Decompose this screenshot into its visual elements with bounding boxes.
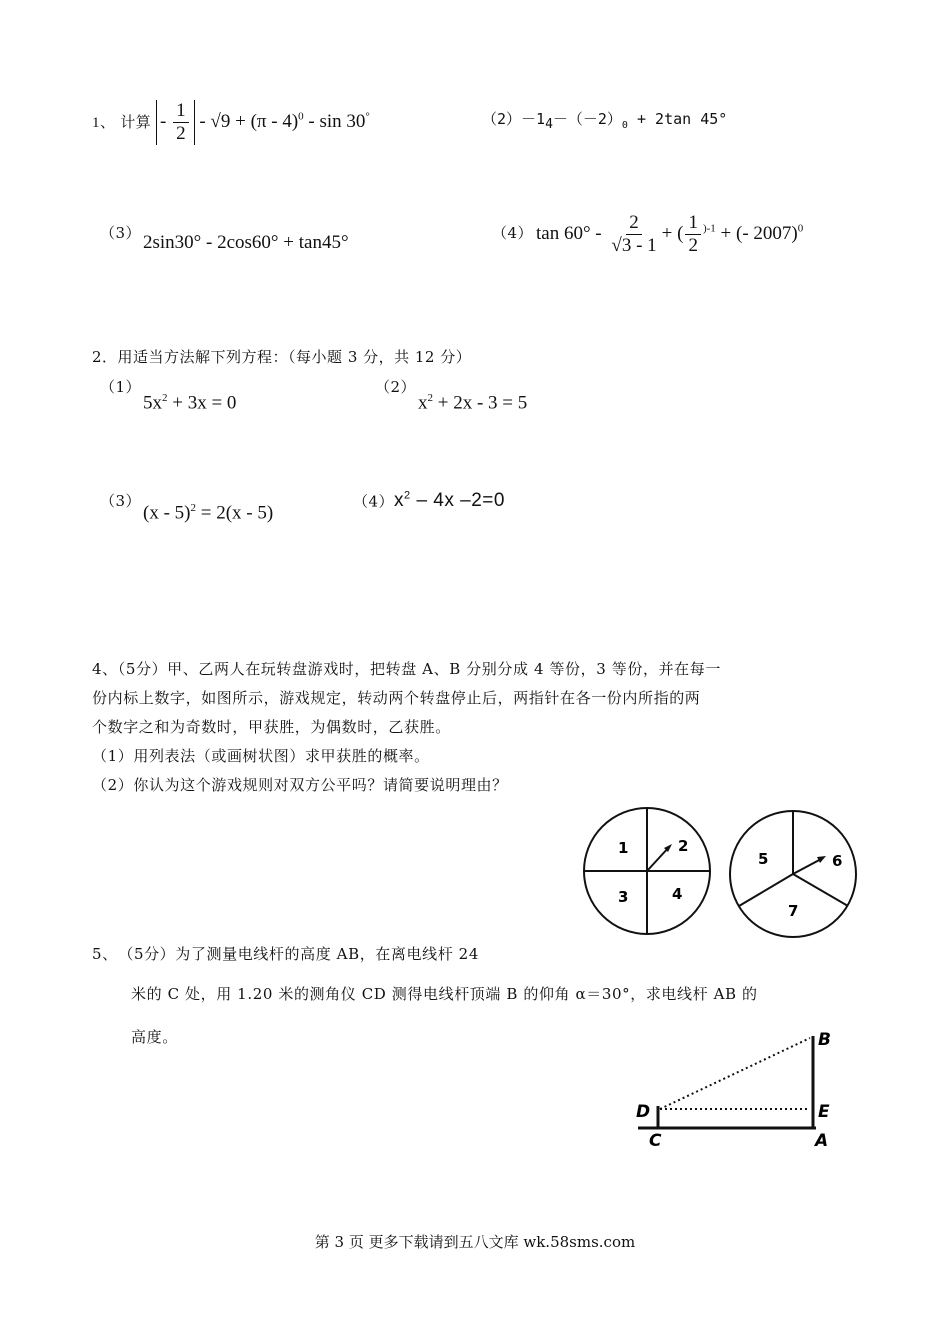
spinner-b-pointer	[793, 858, 823, 874]
point-c-label: C	[649, 1131, 662, 1151]
q4-line2: 份内标上数字，如图所示，游戏规定，转动两个转盘停止后，两指针在各一份内所指的两	[92, 689, 701, 707]
q1-p1-tail: - sin 30	[303, 110, 366, 132]
point-e-label: E	[818, 1102, 830, 1122]
q1-p1-mid: - √9 + (π - 4)	[199, 110, 299, 132]
q1-p3-label: （3）	[100, 224, 142, 242]
spinner-a-num-3: 3	[618, 888, 629, 906]
q2-p4-label: （4）	[353, 492, 395, 511]
q1-p4-label: （4）	[492, 224, 534, 242]
q4-line3: 个数字之和为奇数时，甲获胜，为偶数时，乙获胜。	[92, 718, 451, 736]
spinner-b-num-5: 5	[758, 850, 769, 868]
q2-p4: $(4)x^2 - 4x$ –2=0	[353, 490, 505, 512]
point-a-label: A	[815, 1131, 829, 1151]
q1-abs-value: - $\frac{1}{2}$	[156, 100, 195, 145]
q1-part1: 1、 计算 - $\frac{1}{2}$ - √9 + (π - 4)$^0$ - sin 30°	[92, 100, 370, 144]
spinner-b	[726, 808, 861, 943]
q2-p2-expr: $x^2 + 2x - 3 = 5$	[418, 392, 528, 414]
q2-p1-expr: $5x^2 + 3x = 0$	[143, 392, 237, 414]
spinner-a-num-2: 2	[678, 837, 689, 855]
q1-fraction: $\frac{1}{2}$	[173, 100, 189, 145]
q4-line1: 4、（5分）甲、乙两人在玩转盘游戏时，把转盘 A、B 分别分成 4 等份，3 等份，并在每一	[92, 660, 721, 678]
spinner-b-divider-3	[793, 874, 848, 906]
q5-line2: 米的 C 处，用 1.20 米的测角仪 CD 测得电线杆顶端 B 的仰角 α＝30°，求电线杆 AB 的	[131, 985, 758, 1003]
q2-p2-label: （2）	[375, 378, 417, 396]
q2-p1-label: （1）	[100, 378, 142, 396]
q5-line1: 5、 （5分）为了测量电线杆的高度 AB，在离电线杆 24	[92, 945, 479, 963]
q1-label: 1、	[92, 114, 116, 131]
q5-line3: 高度。	[131, 1028, 178, 1046]
q1-p3-expr: 2sin30° - 2cos60° + tan45°	[143, 232, 349, 253]
q1-part2: $(2)-1_4-(-2)_0 + 2\tan$ 45°	[482, 110, 728, 132]
q4-sub1: （1）用列表法（或画树状图）求甲获胜的概率。	[92, 747, 430, 765]
point-b-label: B	[818, 1030, 831, 1050]
spinner-a-num-1: 1	[618, 839, 629, 857]
q1-p1-prefix: 计算	[120, 114, 152, 131]
q2-p3-expr: (x - 5)$^2$ = 2(x - 5)	[143, 502, 274, 524]
q2-heading: 2．用适当方法解下列方程：（每小题 3 分，共 12 分）	[92, 348, 472, 366]
point-d-label: D	[636, 1102, 651, 1122]
spinner-a	[580, 804, 715, 939]
spinner-b-divider-2	[739, 874, 793, 906]
spinner-b-num-6: 6	[832, 852, 843, 870]
pole-diagram	[630, 1022, 850, 1152]
spinner-a-num-4: 4	[672, 885, 683, 903]
spinner-b-arrow	[817, 856, 826, 863]
q2-p3-label: （3）	[100, 492, 142, 510]
q4-sub2: （2）你认为这个游戏规则对双方公平吗？请简要说明理由？	[92, 776, 508, 794]
sight-line-db	[660, 1038, 810, 1109]
spinner-b-num-7: 7	[788, 902, 799, 920]
q1-p4-expr: tan 60° - $\frac{2}{√3 - 1}$ + ( $\frac{1}{2}$ $^{)-1}$ + (- 2007)$^0$	[536, 212, 804, 256]
page-footer: 第 3 页 更多下载请到五八文库 wk.58sms.com	[314, 1233, 636, 1251]
